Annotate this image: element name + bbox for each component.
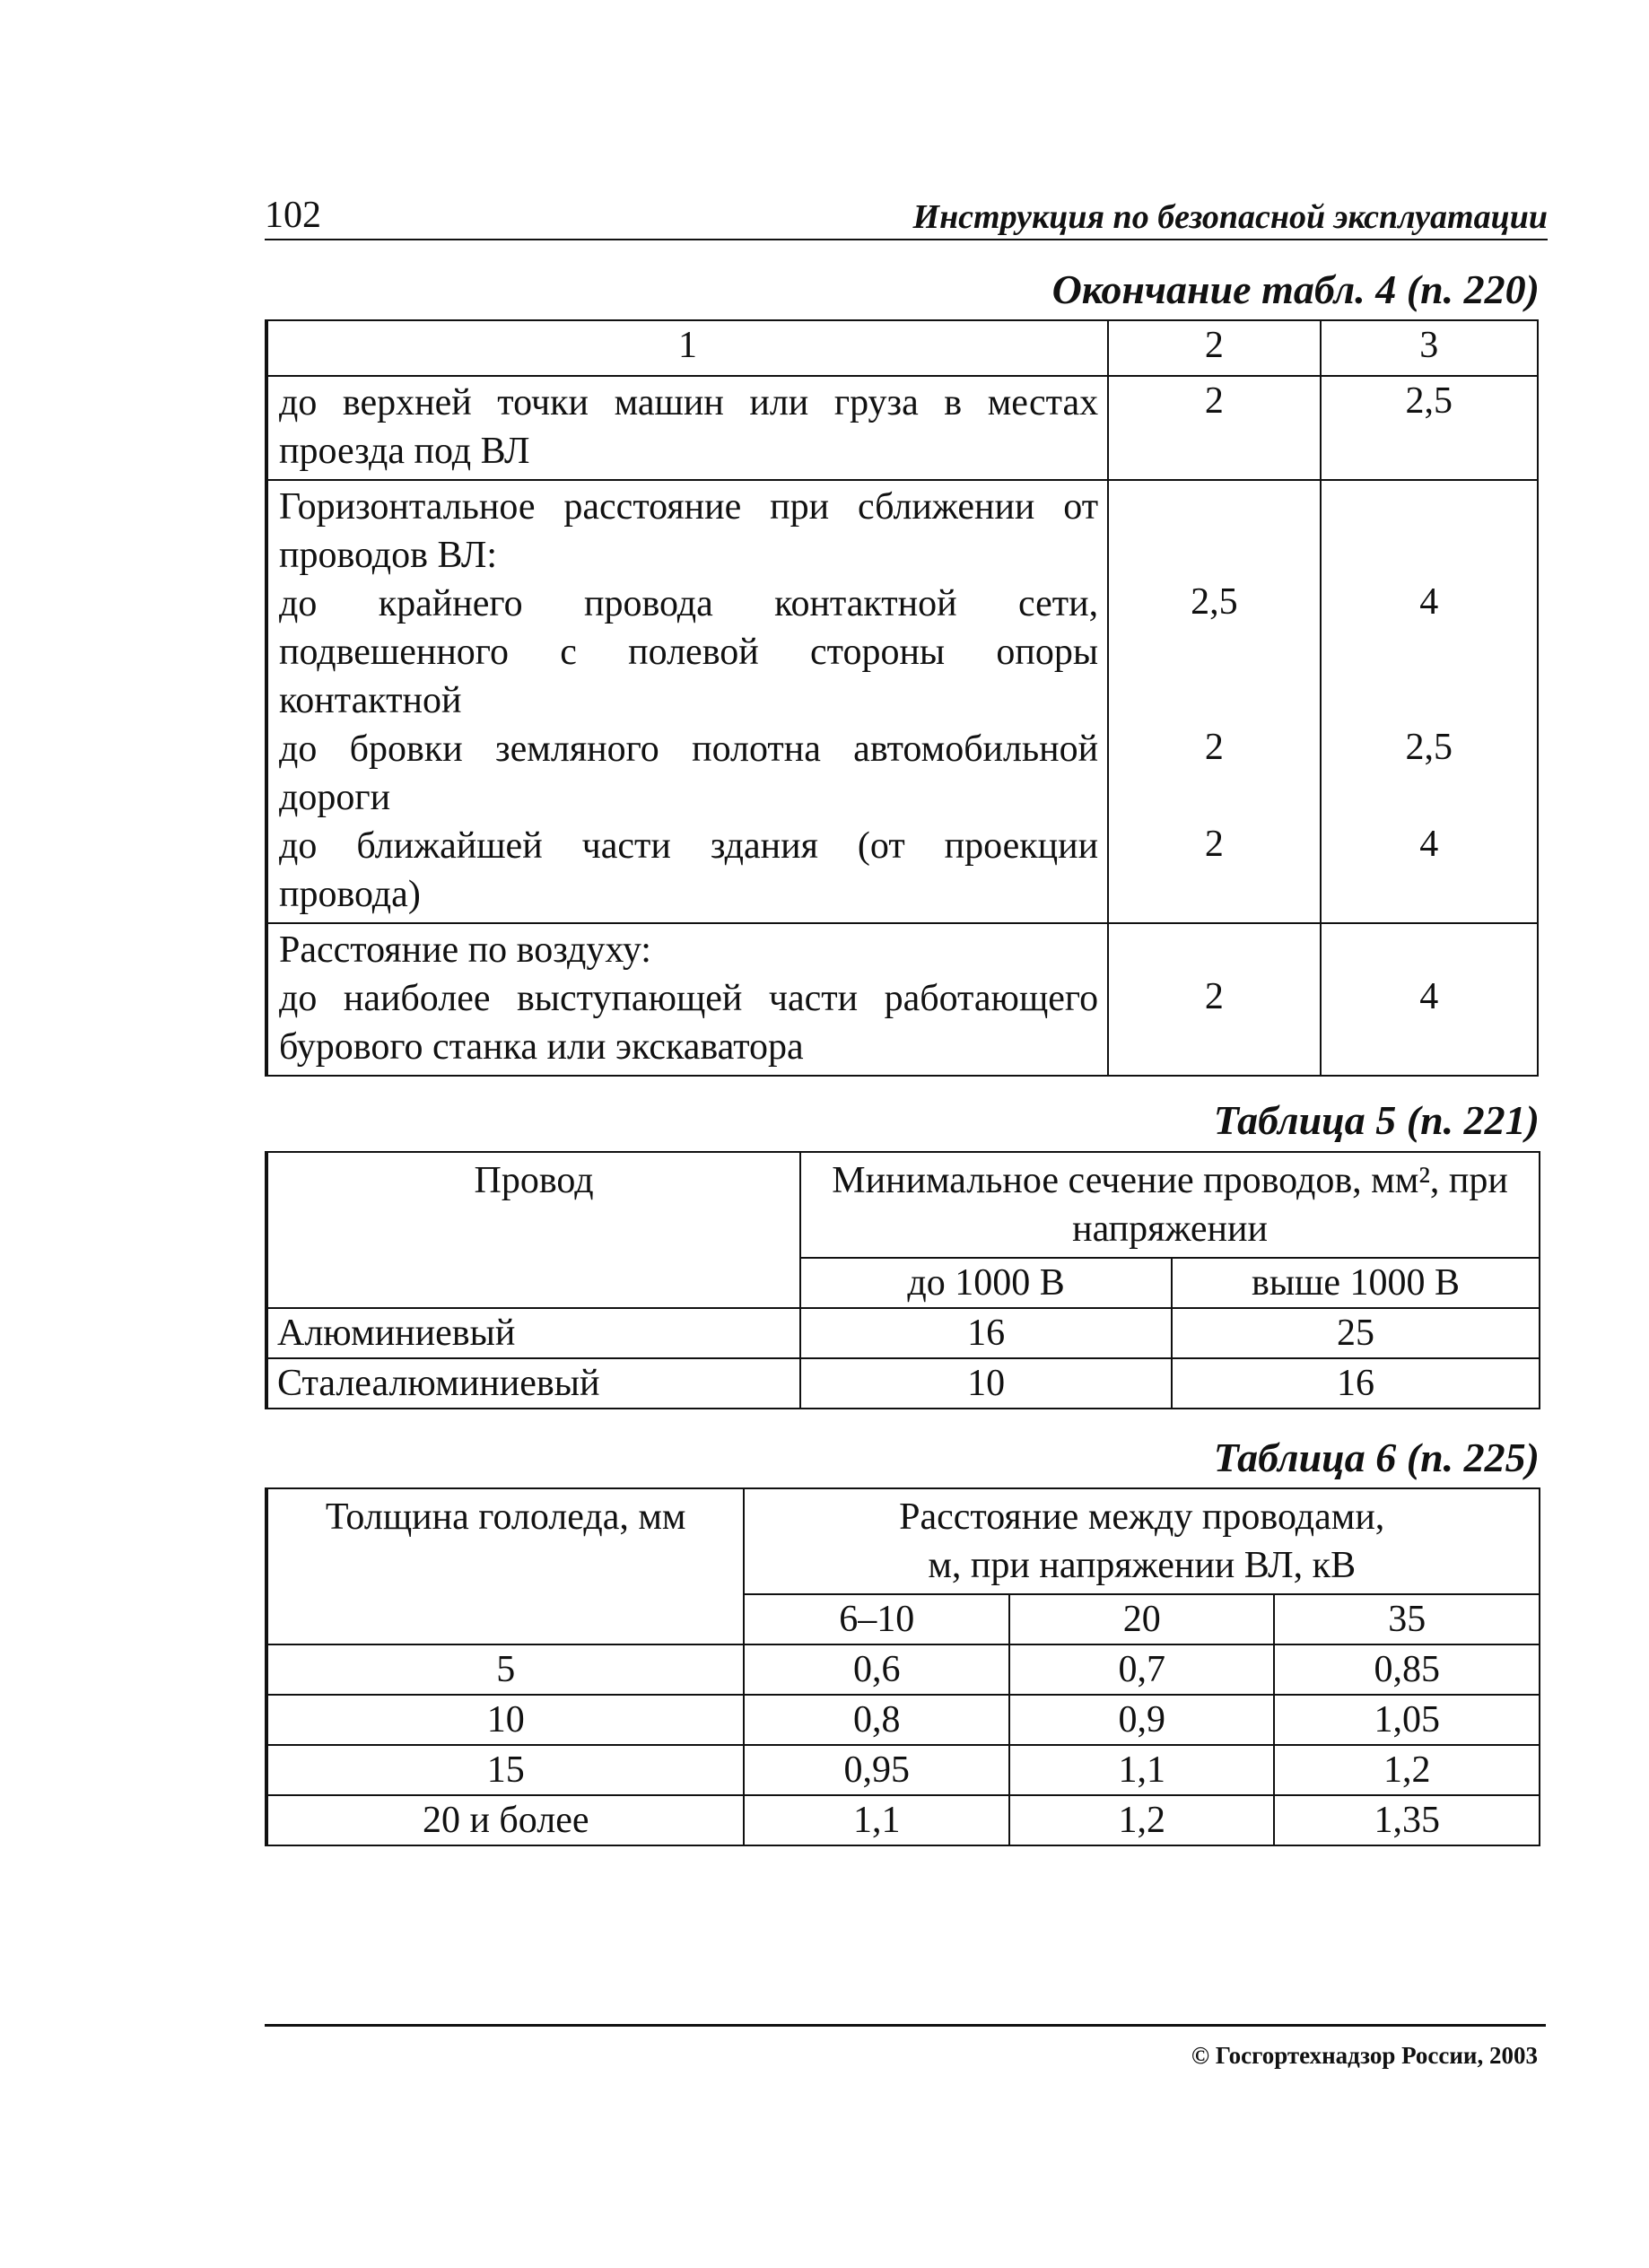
value-up-to-1000: 10: [800, 1358, 1172, 1409]
group-heading: Расстояние по воздуху:: [279, 929, 651, 971]
table6-header-row: [266, 1488, 1540, 1594]
table5-sub2-header: выше 1000 В: [1172, 1258, 1540, 1308]
group-item-value: 2,5: [1405, 727, 1453, 768]
ice-thickness: 5: [266, 1644, 744, 1695]
ice-thickness: 10: [266, 1695, 744, 1745]
ice-thickness: 20 и более: [266, 1795, 744, 1845]
table5: [265, 1151, 1540, 1409]
distance-35: 1,05: [1274, 1695, 1540, 1745]
footer-copyright: © Госгортехнадзор России, 2003: [1191, 2042, 1538, 2069]
table4-col2-header: 2: [1108, 320, 1320, 376]
group-item-value: 4: [1419, 824, 1439, 865]
voltage-6-10: 6–10: [744, 1594, 1009, 1644]
table6: [265, 1487, 1540, 1846]
wire-name: Алюминиевый: [266, 1308, 800, 1358]
group-item-value: 4: [1419, 976, 1439, 1017]
table-row: [266, 376, 1538, 480]
table-row: [266, 1795, 1540, 1845]
distance-20: 0,9: [1009, 1695, 1274, 1745]
table5-caption: Таблица 5 (п. 221): [1213, 1097, 1540, 1143]
table5-header-row: [266, 1152, 1540, 1258]
table6-col2-header: Расстояние между проводами, м, при напряжении ВЛ, кВ: [744, 1488, 1540, 1594]
group-cell: [266, 923, 1108, 1076]
running-title: Инструкция по безопасной эксплуатации: [912, 198, 1548, 236]
distance-35: 0,85: [1274, 1644, 1540, 1695]
footer-divider: [265, 2024, 1546, 2027]
group-item-value: 2,5: [1191, 581, 1238, 623]
value-above-1000: 25: [1172, 1308, 1540, 1358]
group-item-value: 2: [1204, 824, 1224, 865]
value-above-1000: 16: [1172, 1358, 1540, 1409]
ice-thickness: 15: [266, 1745, 744, 1795]
voltage-20: 20: [1009, 1594, 1274, 1644]
table4: [265, 319, 1539, 1077]
row-value-col3: 2,5: [1321, 376, 1538, 480]
table-row: [266, 1308, 1540, 1358]
table-row-group: [266, 480, 1538, 923]
table5-col2-header: Минимальное сечение проводов, мм², при напряжении: [800, 1152, 1540, 1258]
distance-35: 1,35: [1274, 1795, 1540, 1845]
group-values-col3: [1321, 923, 1538, 1076]
table4-caption: Окончание табл. 4 (п. 220): [1051, 266, 1540, 312]
distance-6-10: 0,8: [744, 1695, 1009, 1745]
row-value-col2: 2: [1108, 376, 1320, 480]
distance-20: 0,7: [1009, 1644, 1274, 1695]
row-text: до верхней точки машин или груза в местах проезда под ВЛ: [266, 376, 1108, 480]
table6-col1-header: Толщина гололеда, мм: [266, 1488, 744, 1644]
table-row: [266, 1358, 1540, 1409]
table-row: [266, 1695, 1540, 1745]
distance-35: 1,2: [1274, 1745, 1540, 1795]
group-item-text: до крайнего провода контактной сети, подвешенного с полевой стороны опоры контактной: [279, 583, 1099, 721]
voltage-35: 35: [1274, 1594, 1540, 1644]
table4-col3-header: 3: [1321, 320, 1538, 376]
table6-caption: Таблица 6 (п. 225): [1213, 1435, 1540, 1480]
group-item-text: до бровки земляного полотна автомобильной дороги: [279, 728, 1099, 818]
table5-sub1-header: до 1000 В: [800, 1258, 1172, 1308]
distance-20: 1,2: [1009, 1795, 1274, 1845]
table-row-group: [266, 923, 1538, 1076]
distance-6-10: 0,95: [744, 1745, 1009, 1795]
page-header: [265, 190, 1548, 240]
page-number: 102: [265, 195, 321, 236]
table4-col1-header: 1: [266, 320, 1108, 376]
group-item-value: 2: [1204, 976, 1224, 1017]
distance-20: 1,1: [1009, 1745, 1274, 1795]
table5-col1-header: Провод: [266, 1152, 800, 1308]
group-values-col3: [1321, 480, 1538, 923]
table4-header-row: [266, 320, 1538, 376]
group-item-text: до ближайшей части здания (от проекции провода): [279, 825, 1099, 915]
group-values-col2: [1108, 480, 1320, 923]
distance-6-10: 1,1: [744, 1795, 1009, 1845]
wire-name: Сталеалюминиевый: [266, 1358, 800, 1409]
value-up-to-1000: 16: [800, 1308, 1172, 1358]
table-row: [266, 1745, 1540, 1795]
group-item-value: 2: [1204, 727, 1224, 768]
group-item-text: до наиболее выступающей части работающего бурового станка или экскаватора: [279, 978, 1099, 1068]
group-heading: Горизонтальное расстояние при сближении от проводов ВЛ:: [279, 486, 1099, 576]
group-item-value: 4: [1419, 581, 1439, 623]
distance-6-10: 0,6: [744, 1644, 1009, 1695]
table-row: [266, 1644, 1540, 1695]
group-cell: [266, 480, 1108, 923]
group-values-col2: [1108, 923, 1320, 1076]
